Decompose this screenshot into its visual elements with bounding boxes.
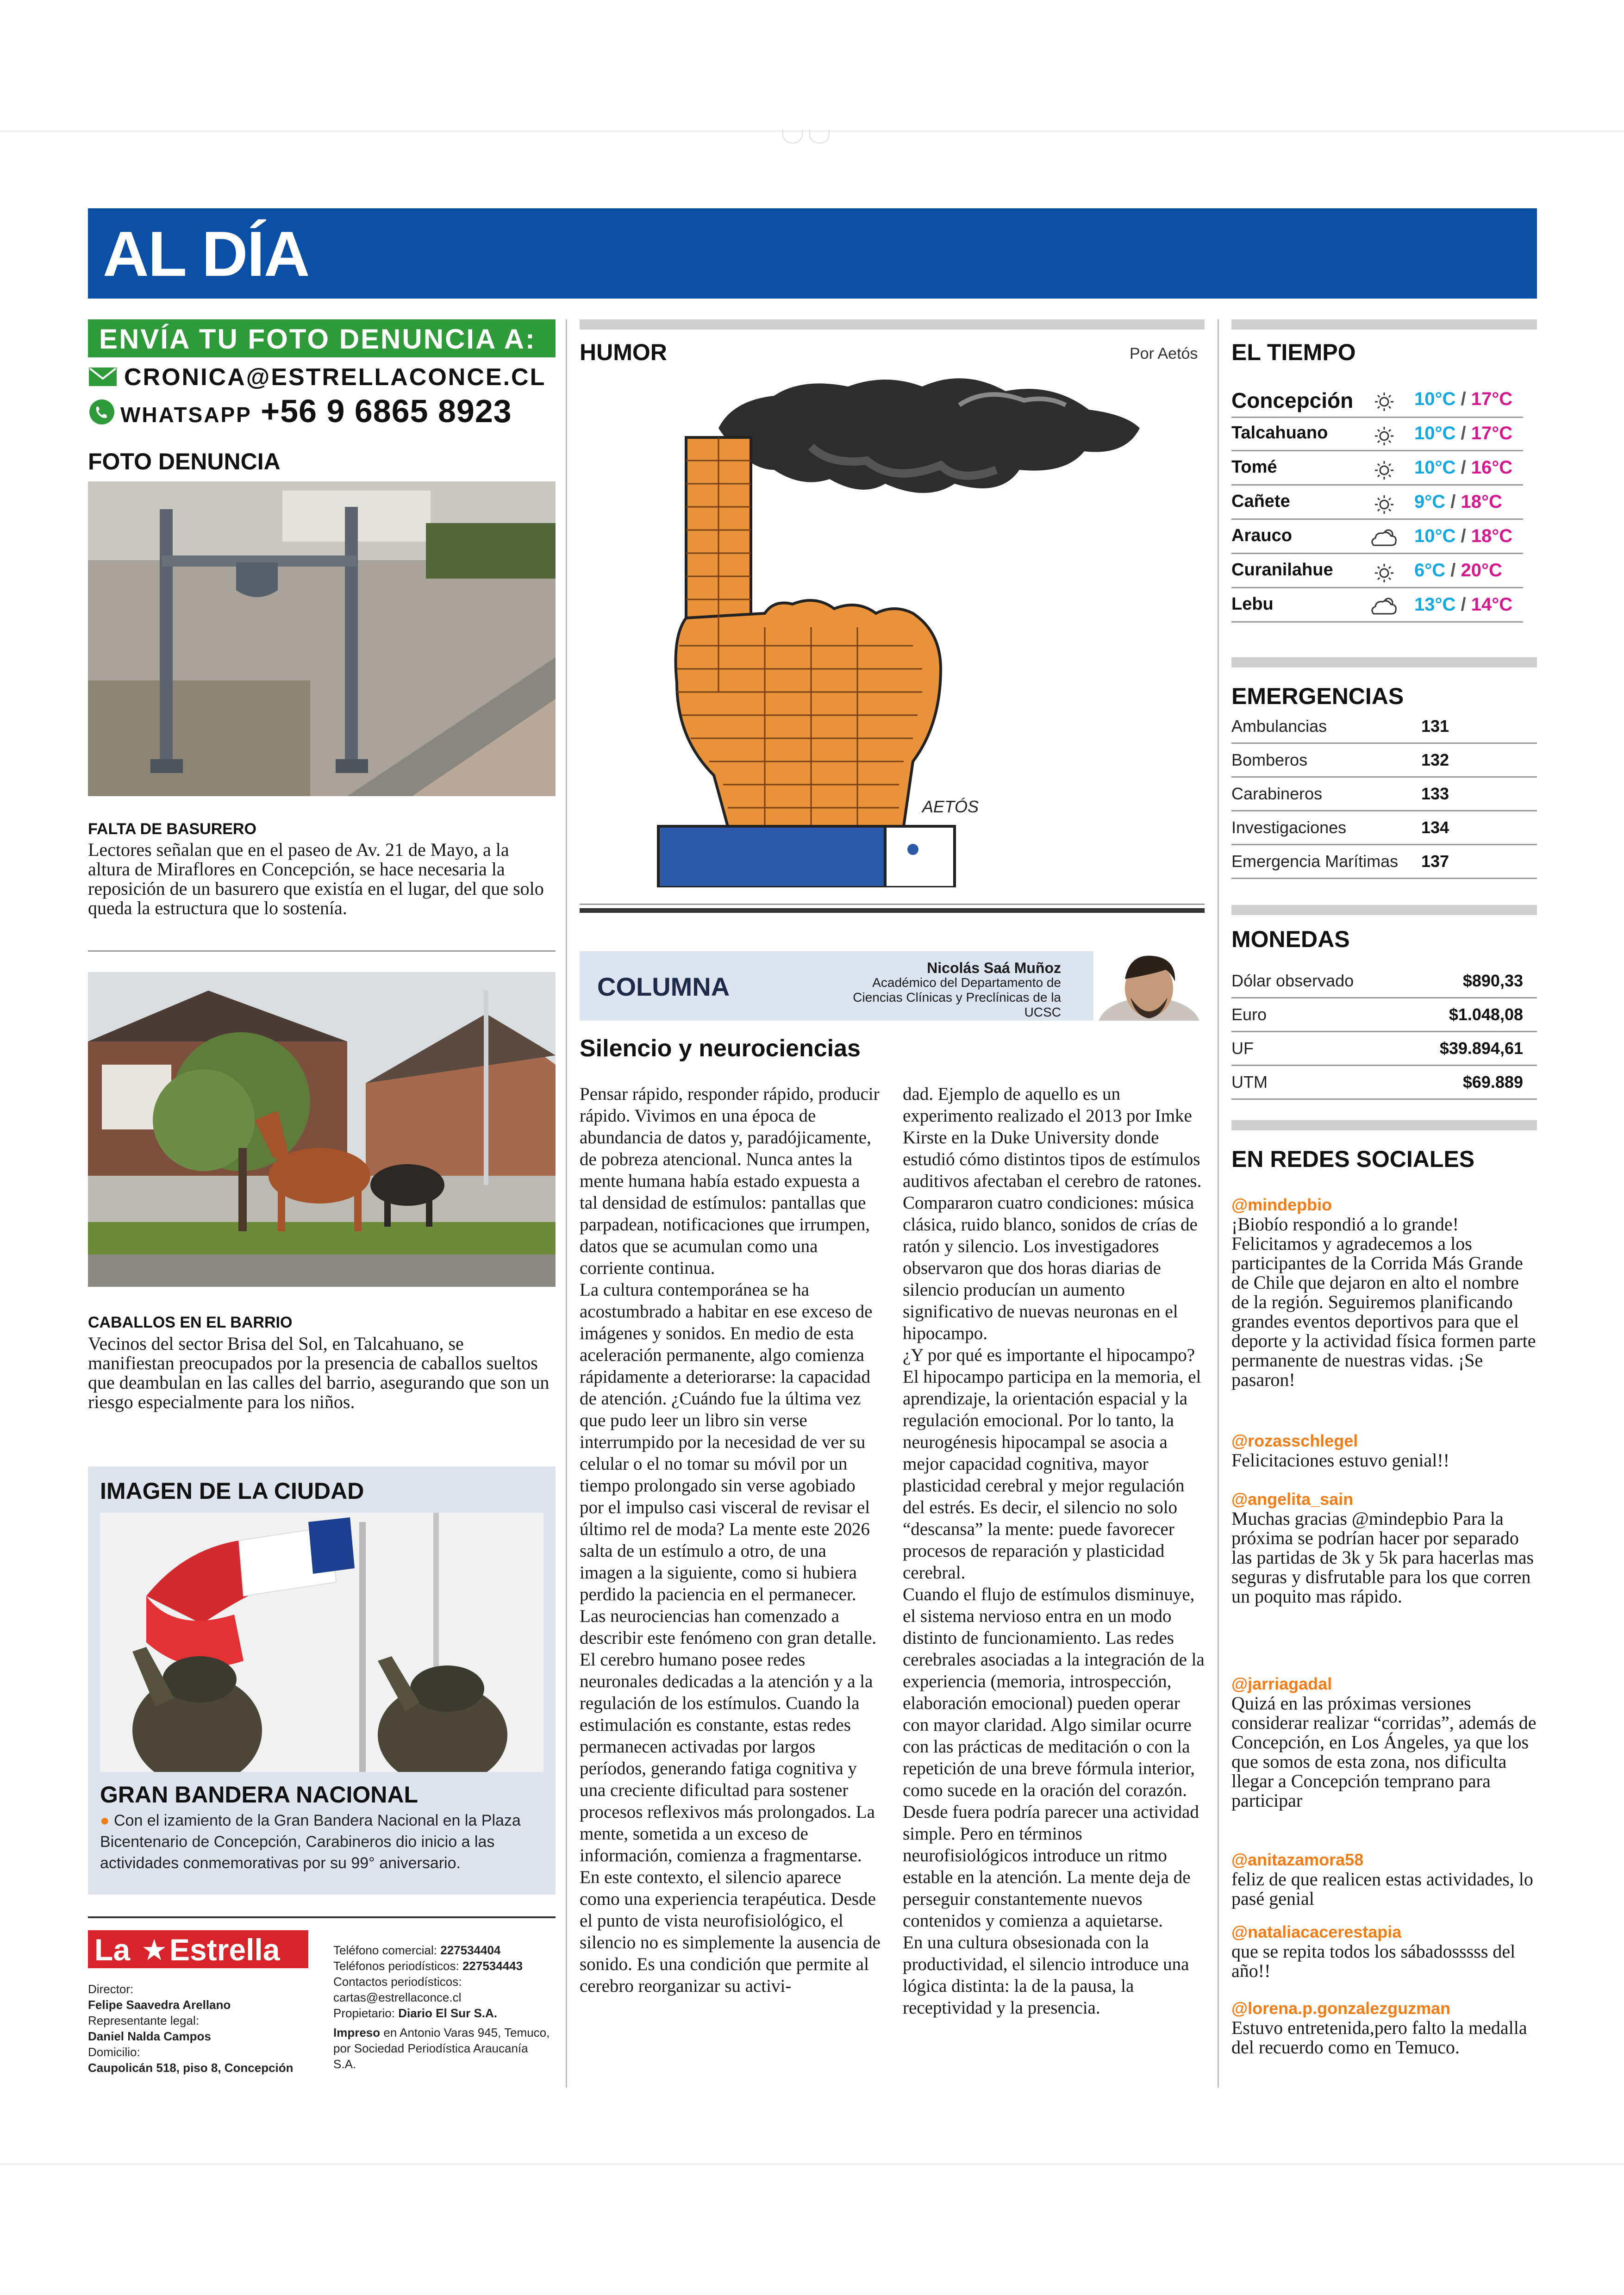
- weather-city: Talcahuano: [1231, 423, 1328, 443]
- foto-denuncia-callout: [88, 319, 556, 357]
- weather-city: Cañete: [1231, 492, 1290, 511]
- basurero-photo: [88, 481, 556, 796]
- moneda-value: $890,33: [1462, 971, 1523, 990]
- bandera-caption: [100, 1810, 540, 1874]
- moneda-label: UTM: [1231, 1073, 1268, 1091]
- temp-min: 10°C: [1414, 457, 1456, 478]
- moneda-label: UF: [1231, 1039, 1254, 1058]
- section-rule: [580, 908, 1205, 913]
- bandera-caption-text: Con el izamiento de la Gran Bandera Nacional en la Plaza Bicentenario de Concepción, Carabineros dio inicio a las actividades conmemorativas por su 99° aniversario.: [100, 1812, 521, 1872]
- temp-min: 9°C: [1414, 492, 1446, 512]
- temp-separator: /: [1455, 423, 1471, 443]
- social-text: Muchas gracias @mindepbio Para la próxima se podrían hacer por separado las partidas de 3k y 5k para hacerlas mas seguras y disfrutable para los que corren un poquito mas rápido.: [1231, 1508, 1534, 1607]
- moneda-value: $1.048,08: [1449, 1005, 1523, 1024]
- email-icon: [88, 367, 118, 387]
- weather-city: Tomé: [1231, 457, 1277, 477]
- moneda-label: Dólar observado: [1231, 971, 1354, 990]
- emergencia-number: 132: [1421, 750, 1449, 769]
- weather-temps: [1414, 594, 1512, 615]
- social-handle[interactable]: @angelita_sain: [1231, 1490, 1354, 1509]
- temp-separator: /: [1455, 594, 1471, 615]
- social-handle[interactable]: @lorena.p.gonzalezguzman: [1231, 1999, 1451, 2018]
- moneda-row: [1231, 998, 1537, 1032]
- emergencias-title: EMERGENCIAS: [1231, 683, 1404, 709]
- la-estrella-logo[interactable]: [88, 1930, 308, 1968]
- redes-title: EN REDES SOCIALES: [1231, 1146, 1475, 1172]
- logo-la: La: [94, 1933, 131, 1967]
- humor-signature: AETÓS: [922, 797, 979, 816]
- foto-denuncia-title: FOTO DENUNCIA: [88, 449, 281, 474]
- star-icon: ★: [143, 1935, 166, 1964]
- sun-icon: [1368, 389, 1400, 411]
- temp-min: 10°C: [1414, 389, 1456, 409]
- column-rule: [566, 319, 567, 2088]
- moneda-value: $39.894,61: [1439, 1039, 1523, 1058]
- whatsapp-icon: [88, 398, 116, 426]
- author-name: Nicolás Saá Muñoz: [927, 960, 1061, 976]
- article-paragraph: Las neurociencias han comenzado a describir este fenómeno con gran detalle. El cerebro humano posee redes neuronales dedicadas a la atención y a la regulación de los estímulos. Cuando la estimulación es constante, estas redes permanecen activadas por largos períodos, generando fatiga cognitiva y una creciente dificultad para sostener procesos reflexivos más prolongados. La mente, sometida a un exceso de información, comienza a fragmentarse. En este contexto, el silencio aparece como una experiencia terapéutica. Desde el punto de vista neurofisiológico, el silencio no es simplemente la ausencia de sonido. Es una condición que permite al cerebro reorganizar su activi-: [580, 1606, 881, 1996]
- moneda-row: [1231, 964, 1537, 998]
- domicilio-value: Caupolicán 518, piso 8, Concepción: [88, 2061, 294, 2075]
- social-handle[interactable]: @rozasschlegel: [1231, 1431, 1358, 1450]
- temp-max: 18°C: [1471, 526, 1513, 546]
- emergencia-label: Carabineros: [1231, 784, 1323, 803]
- divider: [580, 904, 1205, 905]
- email-line: [88, 363, 546, 391]
- article-paragraph: En una cultura obsesionada con la productividad, el silencio introduce una lógica distinta: la de la pausa, la receptividad y la presencia.: [903, 1933, 1189, 2018]
- social-post: [1231, 1195, 1537, 1390]
- emergencia-label: Bomberos: [1231, 750, 1308, 769]
- weather-temps: [1414, 560, 1502, 581]
- temp-max: 18°C: [1461, 492, 1502, 512]
- page-tabs: [782, 130, 843, 143]
- weather-city: Curanilahue: [1231, 560, 1333, 580]
- weather-row: [1231, 380, 1523, 418]
- social-text: ¡Biobío respondió a lo grande! Felicitamos y agradecemos a los participantes de la Corrida Más Grande de Chile que dejaron en alto el nombre de la región. Seguiremos planificando grandes eventos deportivos para que el deporte y la actividad física formen parte permanente de nuestras vidas. ¡Se pasaron!: [1231, 1214, 1536, 1390]
- director-name: Felipe Saavedra Arellano: [88, 1998, 231, 2012]
- columna-header: [580, 951, 1205, 1021]
- section-rule: [580, 319, 1205, 330]
- impreso-label: Impreso: [333, 2026, 381, 2039]
- sun-icon: [1368, 457, 1400, 480]
- article-paragraph: Cuando el flujo de estímulos disminuye, el sistema nervioso entra en un modo distinto de funcionamiento. Las redes cerebrales asociadas a la integración de la experiencia (memoria, introspección, elaboración emocional) pueden operar con mayor claridad. Algo similar ocurre con las prácticas de meditación o con la repetición de una breve fórmula interior, como sucede en la oración del corazón. Desde fuera podría parecer una actividad simple. Pero en términos neurofisiológicos introduce un ritmo estable en la atención. La mente deja de perseguir constantemente nuevos contenidos y comienza a aquietarse.: [903, 1584, 1205, 1931]
- section-rule: [1231, 319, 1537, 330]
- temp-max: 14°C: [1471, 594, 1513, 615]
- monedas-title: MONEDAS: [1231, 926, 1350, 952]
- temp-separator: /: [1445, 560, 1461, 580]
- item2-title: CABALLOS EN EL BARRIO: [88, 1314, 293, 1331]
- social-handle[interactable]: @mindepbio: [1231, 1195, 1332, 1214]
- sun-icon: [1368, 492, 1400, 514]
- emergencia-row: [1231, 743, 1537, 778]
- social-text: Quizá en las próximas versiones considerar realizar “corridas”, además de Concepción, en Los Ángeles, ya que los que somos de esta zona, nos dificulta llegar a Concepción temprano para participar: [1231, 1693, 1537, 1811]
- weather-row: [1231, 588, 1523, 623]
- weather-temps: [1414, 389, 1512, 410]
- article-col-1: [580, 1083, 881, 1997]
- tiempo-title: EL TIEMPO: [1231, 339, 1356, 365]
- social-text: Estuvo entretenida,pero falto la medalla del recuerdo como en Temuco.: [1231, 2017, 1527, 2058]
- emergencia-number: 137: [1421, 852, 1449, 871]
- social-text: Felicitaciones estuvo genial!!: [1231, 1450, 1449, 1471]
- imagen-ciudad-box: [88, 1466, 556, 1895]
- caballos-photo: [88, 972, 556, 1287]
- weather-row: [1231, 554, 1523, 588]
- author-photo: [1093, 951, 1205, 1021]
- humor-cartoon: [580, 368, 1205, 887]
- director-label: Director:: [88, 1982, 134, 1996]
- article-paragraph: ¿Y por qué es importante el hipocampo? El hipocampo participa en la memoria, el aprendizaje, la orientación espacial y la regulación emocional. Por lo tanto, la neurogénesis hipocampal se asocia a mejor capacidad cognitiva, mayor plasticidad cerebral y mejor regulación del estrés. Es decir, el silencio no solo “descansa” la mente: puede favorecer procesos de reparación y plasticidad cerebral.: [903, 1345, 1201, 1583]
- imagen-ciudad-title: IMAGEN DE LA CIUDAD: [100, 1478, 364, 1504]
- temp-min: 10°C: [1414, 526, 1456, 546]
- author-role: Académico del Departamento de Ciencias Clínicas y Preclínicas de la UCSC: [853, 975, 1061, 1019]
- tel-comercial-label: Teléfono comercial:: [333, 1943, 437, 1957]
- section-rule: [1231, 657, 1537, 667]
- masthead-right: [333, 1942, 551, 2072]
- humor-byline: Por Aetós: [1130, 345, 1198, 362]
- social-text: que se repita todos los sábadosssss del año!!: [1231, 1941, 1516, 1981]
- tel-periodisticos-label: Teléfonos periodísticos:: [333, 1959, 459, 1973]
- propietario-label: Propietario:: [333, 2006, 395, 2020]
- weather-temps: [1414, 492, 1502, 512]
- legal-label: Representante legal:: [88, 2014, 199, 2027]
- legal-name: Daniel Nalda Campos: [88, 2029, 211, 2043]
- social-handle[interactable]: @nataliacacerestapia: [1231, 1922, 1402, 1941]
- social-text: feliz de que realicen estas actividades, lo pasé genial: [1231, 1869, 1533, 1909]
- bandera-headline: GRAN BANDERA NACIONAL: [100, 1782, 418, 1808]
- author-block: [820, 960, 1061, 1020]
- weather-row: [1231, 417, 1523, 451]
- temp-separator: /: [1455, 389, 1471, 409]
- temp-min: 13°C: [1414, 594, 1456, 615]
- contactos-label: Contactos periodísticos:: [333, 1975, 462, 1989]
- section-title: AL DÍA: [103, 218, 309, 290]
- weather-temps: [1414, 526, 1512, 547]
- whatsapp-number[interactable]: +56 9 6865 8923: [261, 393, 512, 429]
- propietario: Diario El Sur S.A.: [398, 2006, 498, 2020]
- article-col-2: [903, 1083, 1205, 2019]
- item2-text: Vecinos del sector Brisa del Sol, en Talcahuano, se manifiestan preocupados por la presencia de caballos sueltos que deambulan en las calles del barrio, asegurando que son un riesgo especialmente para los niños.: [88, 1333, 550, 1412]
- partly-cloudy-icon: [1368, 594, 1400, 617]
- moneda-row: [1231, 1065, 1537, 1100]
- social-post: [1231, 1999, 1537, 2057]
- temp-separator: /: [1455, 457, 1471, 478]
- weather-city: Concepción: [1231, 388, 1354, 412]
- article-paragraph: La cultura contemporánea se ha acostumbrado a habitar en ese exceso de imágenes y sonidos. En medio de esta aceleración permanente, algo comienza rápidamente a deteriorarse: la capacidad de atención. ¿Cuándo fue la última vez que pudo leer un libro sin verse interrumpido por la necesidad de ver su celular o el no tomar su móvil por un tiempo prolongado sin verse agobiado por el impulso casi visceral de revisar el último rel de moda? La mente este 2026 salta de un estímulo a otro, de una imagen a la siguiente, como si hubiera perdido la paciencia en el permanecer.: [580, 1280, 873, 1604]
- tel-periodisticos: 227534443: [462, 1959, 523, 1973]
- social-post: [1231, 1674, 1537, 1810]
- article-headline: Silencio y neurociencias: [580, 1035, 861, 1062]
- sun-icon: [1368, 560, 1400, 582]
- divider: [88, 950, 556, 952]
- emergencia-number: 133: [1421, 784, 1449, 803]
- temp-max: 16°C: [1471, 457, 1513, 478]
- social-post: [1231, 1850, 1537, 1908]
- impreso-text: en Antonio Varas 945, Temuco, por Sociedad Periodística Araucanía S.A.: [333, 2026, 550, 2071]
- emergencia-label: Emergencia Marítimas: [1231, 852, 1399, 871]
- contactos-email[interactable]: cartas@estrellaconce.cl: [333, 1990, 462, 2004]
- emergencia-label: Ambulancias: [1231, 717, 1327, 736]
- tel-comercial: 227534404: [440, 1943, 501, 1957]
- moneda-label: Euro: [1231, 1005, 1267, 1024]
- social-post: [1231, 1922, 1537, 1981]
- emergencia-row: [1231, 844, 1537, 879]
- emergencia-row: [1231, 777, 1537, 811]
- whatsapp-label: WHATSAPP: [120, 403, 252, 427]
- temp-max: 20°C: [1461, 560, 1502, 580]
- bullet-dot-icon: ●: [100, 1812, 114, 1829]
- emergencia-row: [1231, 811, 1537, 845]
- article-paragraph: dad. Ejemplo de aquello es un experimento realizado el 2013 por Imke Kirste en la Duke University donde estudió cómo distintos tipos de estímulos auditivos afectaban el cerebro de ratones. Compararon cuatro condiciones: música clásica, ruido blanco, sonidos de crías de ratón y silencio. Los investigadores observaron que dos horas diarias de silencio producían un aumento significativo de nuevas neuronas en el hipocampo.: [903, 1084, 1202, 1343]
- moneda-value: $69.889: [1462, 1073, 1523, 1091]
- article-paragraph: Pensar rápido, responder rápido, producir rápido. Vivimos en una época de abundancia de datos y, paradójicamente, de pobreza atencional. Nunca antes la mente humana había estado expuesta a tal densidad de estímulos: pantallas que parpadean, notificaciones que irrumpen, datos que se acumulan como una corriente continua.: [580, 1084, 880, 1278]
- masthead-left: [88, 1981, 306, 2076]
- weather-city: Arauco: [1231, 526, 1292, 545]
- divider: [88, 1916, 556, 1918]
- column-rule: [1218, 319, 1219, 2088]
- contact-email[interactable]: CRONICA@ESTRELLACONCE.CL: [124, 364, 546, 391]
- logo-estrella: Estrella: [169, 1933, 280, 1967]
- domicilio-label: Domicilio:: [88, 2045, 140, 2059]
- columna-label: COLUMNA: [597, 972, 730, 1001]
- callout-text: ENVÍA TU FOTO DENUNCIA A:: [99, 324, 536, 355]
- weather-row: [1231, 451, 1523, 486]
- emergencia-number: 131: [1421, 717, 1449, 736]
- section-rule: [1231, 1120, 1537, 1130]
- section-rule: [1231, 905, 1537, 915]
- social-post: [1231, 1490, 1537, 1606]
- social-handle[interactable]: @anitazamora58: [1231, 1850, 1364, 1869]
- temp-separator: /: [1455, 526, 1471, 546]
- emergencia-row: [1231, 709, 1537, 744]
- emergencia-label: Investigaciones: [1231, 818, 1347, 837]
- weather-row: [1231, 485, 1523, 520]
- moneda-row: [1231, 1031, 1537, 1066]
- sun-icon: [1368, 423, 1400, 445]
- section-banner: [88, 208, 1537, 299]
- weather-temps: [1414, 457, 1512, 478]
- temp-min: 6°C: [1414, 560, 1446, 580]
- item1-title: FALTA DE BASURERO: [88, 820, 256, 838]
- bandera-photo: [100, 1513, 543, 1772]
- temp-max: 17°C: [1471, 423, 1513, 443]
- temp-max: 17°C: [1471, 389, 1513, 409]
- temp-separator: /: [1445, 492, 1461, 512]
- social-handle[interactable]: @jarriagadal: [1231, 1674, 1332, 1693]
- partly-cloudy-icon: [1368, 526, 1400, 548]
- temp-min: 10°C: [1414, 423, 1456, 443]
- whatsapp-line: [88, 393, 512, 430]
- emergencia-number: 134: [1421, 818, 1449, 837]
- weather-city: Lebu: [1231, 594, 1274, 614]
- humor-title: HUMOR: [580, 339, 667, 365]
- weather-temps: [1414, 423, 1512, 444]
- social-post: [1231, 1431, 1537, 1470]
- item1-text: Lectores señalan que en el paseo de Av. 21 de Mayo, a la altura de Miraflores en Concepción, se hace necesaria la reposición de un basurero que existía en el lugar, del que solo queda la estructura que lo sostenía.: [88, 839, 544, 918]
- weather-row: [1231, 519, 1523, 554]
